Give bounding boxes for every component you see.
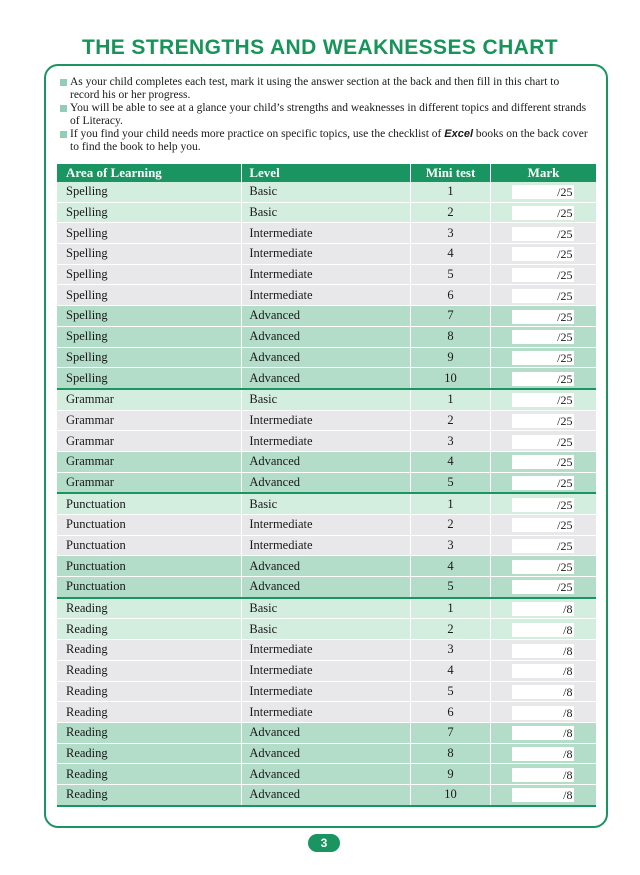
cell-area: Punctuation [57,535,242,556]
header-area: Area of Learning [57,164,242,182]
square-bullet-icon [60,79,67,86]
cell-area: Punctuation [57,515,242,536]
cell-area: Grammar [57,410,242,431]
cell-area: Grammar [57,472,242,493]
cell-level: Intermediate [242,660,411,681]
mark-entry-box[interactable]: /25 [512,498,574,512]
cell-mini-test: 4 [411,451,491,472]
cell-mini-test: 6 [411,285,491,306]
cell-area: Reading [57,743,242,764]
mark-entry-box[interactable]: /25 [512,227,574,241]
cell-mark [490,640,596,661]
instruction-item [60,102,590,128]
table-row [57,431,596,452]
cell-mark [490,472,596,493]
cell-area: Reading [57,722,242,743]
cell-level: Basic [242,182,411,202]
mark-entry-box[interactable]: /25 [512,330,574,344]
cell-mini-test: 2 [411,202,491,223]
table-row [57,347,596,368]
cell-mark [490,619,596,640]
cell-level: Intermediate [242,431,411,452]
cell-area: Spelling [57,368,242,389]
table-row [57,556,596,577]
cell-mini-test: 6 [411,702,491,723]
table-row [57,764,596,785]
cell-mini-test: 5 [411,264,491,285]
mark-entry-box[interactable]: /25 [512,289,574,303]
cell-level: Advanced [242,306,411,327]
cell-area: Spelling [57,202,242,223]
table-row [57,660,596,681]
cell-area: Reading [57,619,242,640]
mark-entry-box[interactable]: /25 [512,435,574,449]
header-mini-test: Mini test [411,164,491,182]
table-row [57,264,596,285]
cell-area: Spelling [57,285,242,306]
mark-entry-box[interactable]: /8 [512,644,574,658]
cell-area: Spelling [57,223,242,244]
cell-level: Advanced [242,764,411,785]
cell-area: Grammar [57,451,242,472]
mark-entry-box[interactable]: /25 [512,476,574,490]
mark-entry-box[interactable]: /25 [512,372,574,386]
cell-level: Intermediate [242,223,411,244]
cell-level: Advanced [242,368,411,389]
cell-mini-test: 2 [411,515,491,536]
instruction-item [60,128,590,154]
cell-mark [490,431,596,452]
cell-area: Reading [57,681,242,702]
header-mark: Mark [490,164,596,182]
cell-mark [490,764,596,785]
cell-mini-test: 8 [411,743,491,764]
page-number: 3 [308,834,340,852]
instructions-list [60,76,590,154]
table-row [57,619,596,640]
square-bullet-icon [60,131,67,138]
cell-mark [490,244,596,265]
cell-area: Punctuation [57,577,242,598]
cell-area: Spelling [57,326,242,347]
cell-mark [490,515,596,536]
mark-entry-box[interactable]: /25 [512,268,574,282]
cell-level: Intermediate [242,285,411,306]
cell-area: Reading [57,702,242,723]
table-row [57,577,596,598]
cell-mini-test: 3 [411,640,491,661]
cell-mini-test: 1 [411,182,491,202]
cell-mark [490,535,596,556]
mark-entry-box[interactable]: /8 [512,706,574,720]
excel-brand-text: Excel [444,128,474,140]
table-row [57,389,596,410]
cell-area: Reading [57,598,242,619]
cell-area: Spelling [57,306,242,327]
cell-level: Advanced [242,326,411,347]
cell-area: Spelling [57,347,242,368]
cell-mark [490,702,596,723]
cell-level: Basic [242,619,411,640]
cell-mark [490,389,596,410]
cell-level: Advanced [242,577,411,598]
cell-mark [490,368,596,389]
cell-mark [490,410,596,431]
cell-mini-test: 7 [411,722,491,743]
mark-entry-box[interactable]: /25 [512,393,574,407]
cell-level: Advanced [242,556,411,577]
cell-level: Basic [242,389,411,410]
table-row [57,368,596,389]
table-row [57,410,596,431]
cell-mini-test: 4 [411,660,491,681]
cell-mark [490,202,596,223]
cell-mini-test: 5 [411,681,491,702]
instruction-text: books on the back cover to find the book to help you. [70,128,588,153]
mark-entry-box[interactable]: /25 [512,310,574,324]
mark-entry-box[interactable]: /8 [512,623,574,637]
table-row [57,743,596,764]
table-row [57,535,596,556]
cell-mini-test: 4 [411,244,491,265]
square-bullet-icon [60,105,67,112]
cell-mark [490,451,596,472]
cell-level: Intermediate [242,515,411,536]
table-row [57,202,596,223]
cell-level: Intermediate [242,264,411,285]
mark-entry-box[interactable]: /25 [512,455,574,469]
table-row [57,515,596,536]
table-row [57,640,596,661]
cell-mini-test: 5 [411,577,491,598]
cell-level: Advanced [242,722,411,743]
mark-entry-box[interactable]: /25 [512,560,574,574]
cell-mini-test: 2 [411,619,491,640]
cell-mini-test: 3 [411,223,491,244]
cell-area: Spelling [57,182,242,202]
cell-mini-test: 8 [411,326,491,347]
mark-entry-box[interactable]: /25 [512,539,574,553]
cell-mini-test: 10 [411,784,491,805]
cell-mark [490,743,596,764]
mark-entry-box[interactable]: /25 [512,185,574,199]
table-row [57,493,596,514]
cell-mark [490,347,596,368]
table-row [57,223,596,244]
cell-mini-test: 1 [411,493,491,514]
cell-mark [490,223,596,244]
cell-mark [490,264,596,285]
cell-level: Advanced [242,472,411,493]
cell-mark [490,182,596,202]
cell-area: Reading [57,784,242,805]
cell-area: Punctuation [57,556,242,577]
table-row [57,681,596,702]
cell-level: Intermediate [242,244,411,265]
cell-level: Advanced [242,451,411,472]
table-row [57,326,596,347]
table-body [57,182,596,806]
cell-level: Basic [242,202,411,223]
mark-entry-box[interactable]: /8 [512,788,574,802]
table-row [57,722,596,743]
mark-entry-box[interactable]: /8 [512,602,574,616]
instruction-text: If you find your child needs more practice on specific topics, use the checklist of [70,128,445,140]
cell-level: Intermediate [242,640,411,661]
cell-area: Grammar [57,389,242,410]
cell-area: Punctuation [57,493,242,514]
cell-mark [490,598,596,619]
mark-entry-box[interactable]: /25 [512,414,574,428]
mark-entry-box[interactable]: /8 [512,664,574,678]
cell-level: Intermediate [242,702,411,723]
instruction-item [60,76,590,102]
mark-entry-box[interactable]: /25 [512,206,574,220]
mark-entry-box[interactable]: /25 [512,518,574,532]
cell-mark [490,660,596,681]
cell-level: Intermediate [242,681,411,702]
table-row [57,472,596,493]
cell-mark [490,285,596,306]
cell-mark [490,681,596,702]
cell-level: Advanced [242,784,411,805]
cell-area: Grammar [57,431,242,452]
cell-level: Intermediate [242,410,411,431]
cell-area: Reading [57,660,242,681]
cell-mark [490,326,596,347]
cell-mini-test: 9 [411,347,491,368]
cell-mini-test: 7 [411,306,491,327]
cell-area: Spelling [57,264,242,285]
cell-mini-test: 3 [411,535,491,556]
table-header-row [57,164,596,182]
cell-mini-test: 5 [411,472,491,493]
cell-mini-test: 3 [411,431,491,452]
instruction-text: You will be able to see at a glance your child’s strengths and weaknesses in different topics and different strands of Literacy. [70,102,587,127]
table-row [57,285,596,306]
cell-mark [490,722,596,743]
cell-area: Reading [57,640,242,661]
cell-mark [490,493,596,514]
table-row [57,702,596,723]
progress-chart-table [57,164,596,807]
mark-entry-box[interactable]: /25 [512,247,574,261]
cell-level: Basic [242,493,411,514]
cell-area: Spelling [57,244,242,265]
table-row [57,451,596,472]
mark-entry-box[interactable]: /8 [512,747,574,761]
cell-mini-test: 1 [411,598,491,619]
cell-mark [490,784,596,805]
cell-mark [490,306,596,327]
cell-mark [490,577,596,598]
cell-mini-test: 1 [411,389,491,410]
cell-mini-test: 9 [411,764,491,785]
mark-entry-box[interactable]: /8 [512,768,574,782]
cell-level: Basic [242,598,411,619]
cell-level: Advanced [242,743,411,764]
cell-level: Advanced [242,347,411,368]
table-row [57,182,596,202]
cell-mini-test: 10 [411,368,491,389]
header-level: Level [242,164,411,182]
mark-entry-box[interactable]: /8 [512,685,574,699]
cell-level: Intermediate [242,535,411,556]
table-row [57,598,596,619]
mark-entry-box[interactable]: /25 [512,580,574,594]
instruction-text: As your child completes each test, mark it using the answer section at the back and then fill in this chart to record his or her progress. [70,76,560,101]
cell-mini-test: 4 [411,556,491,577]
cell-area: Reading [57,764,242,785]
mark-entry-box[interactable]: /8 [512,726,574,740]
cell-mark [490,556,596,577]
cell-mini-test: 2 [411,410,491,431]
page-title: THE STRENGTHS AND WEAKNESSES CHART [81,36,558,59]
mark-entry-box[interactable]: /25 [512,351,574,365]
table-row [57,784,596,805]
table-row [57,306,596,327]
table-row [57,244,596,265]
